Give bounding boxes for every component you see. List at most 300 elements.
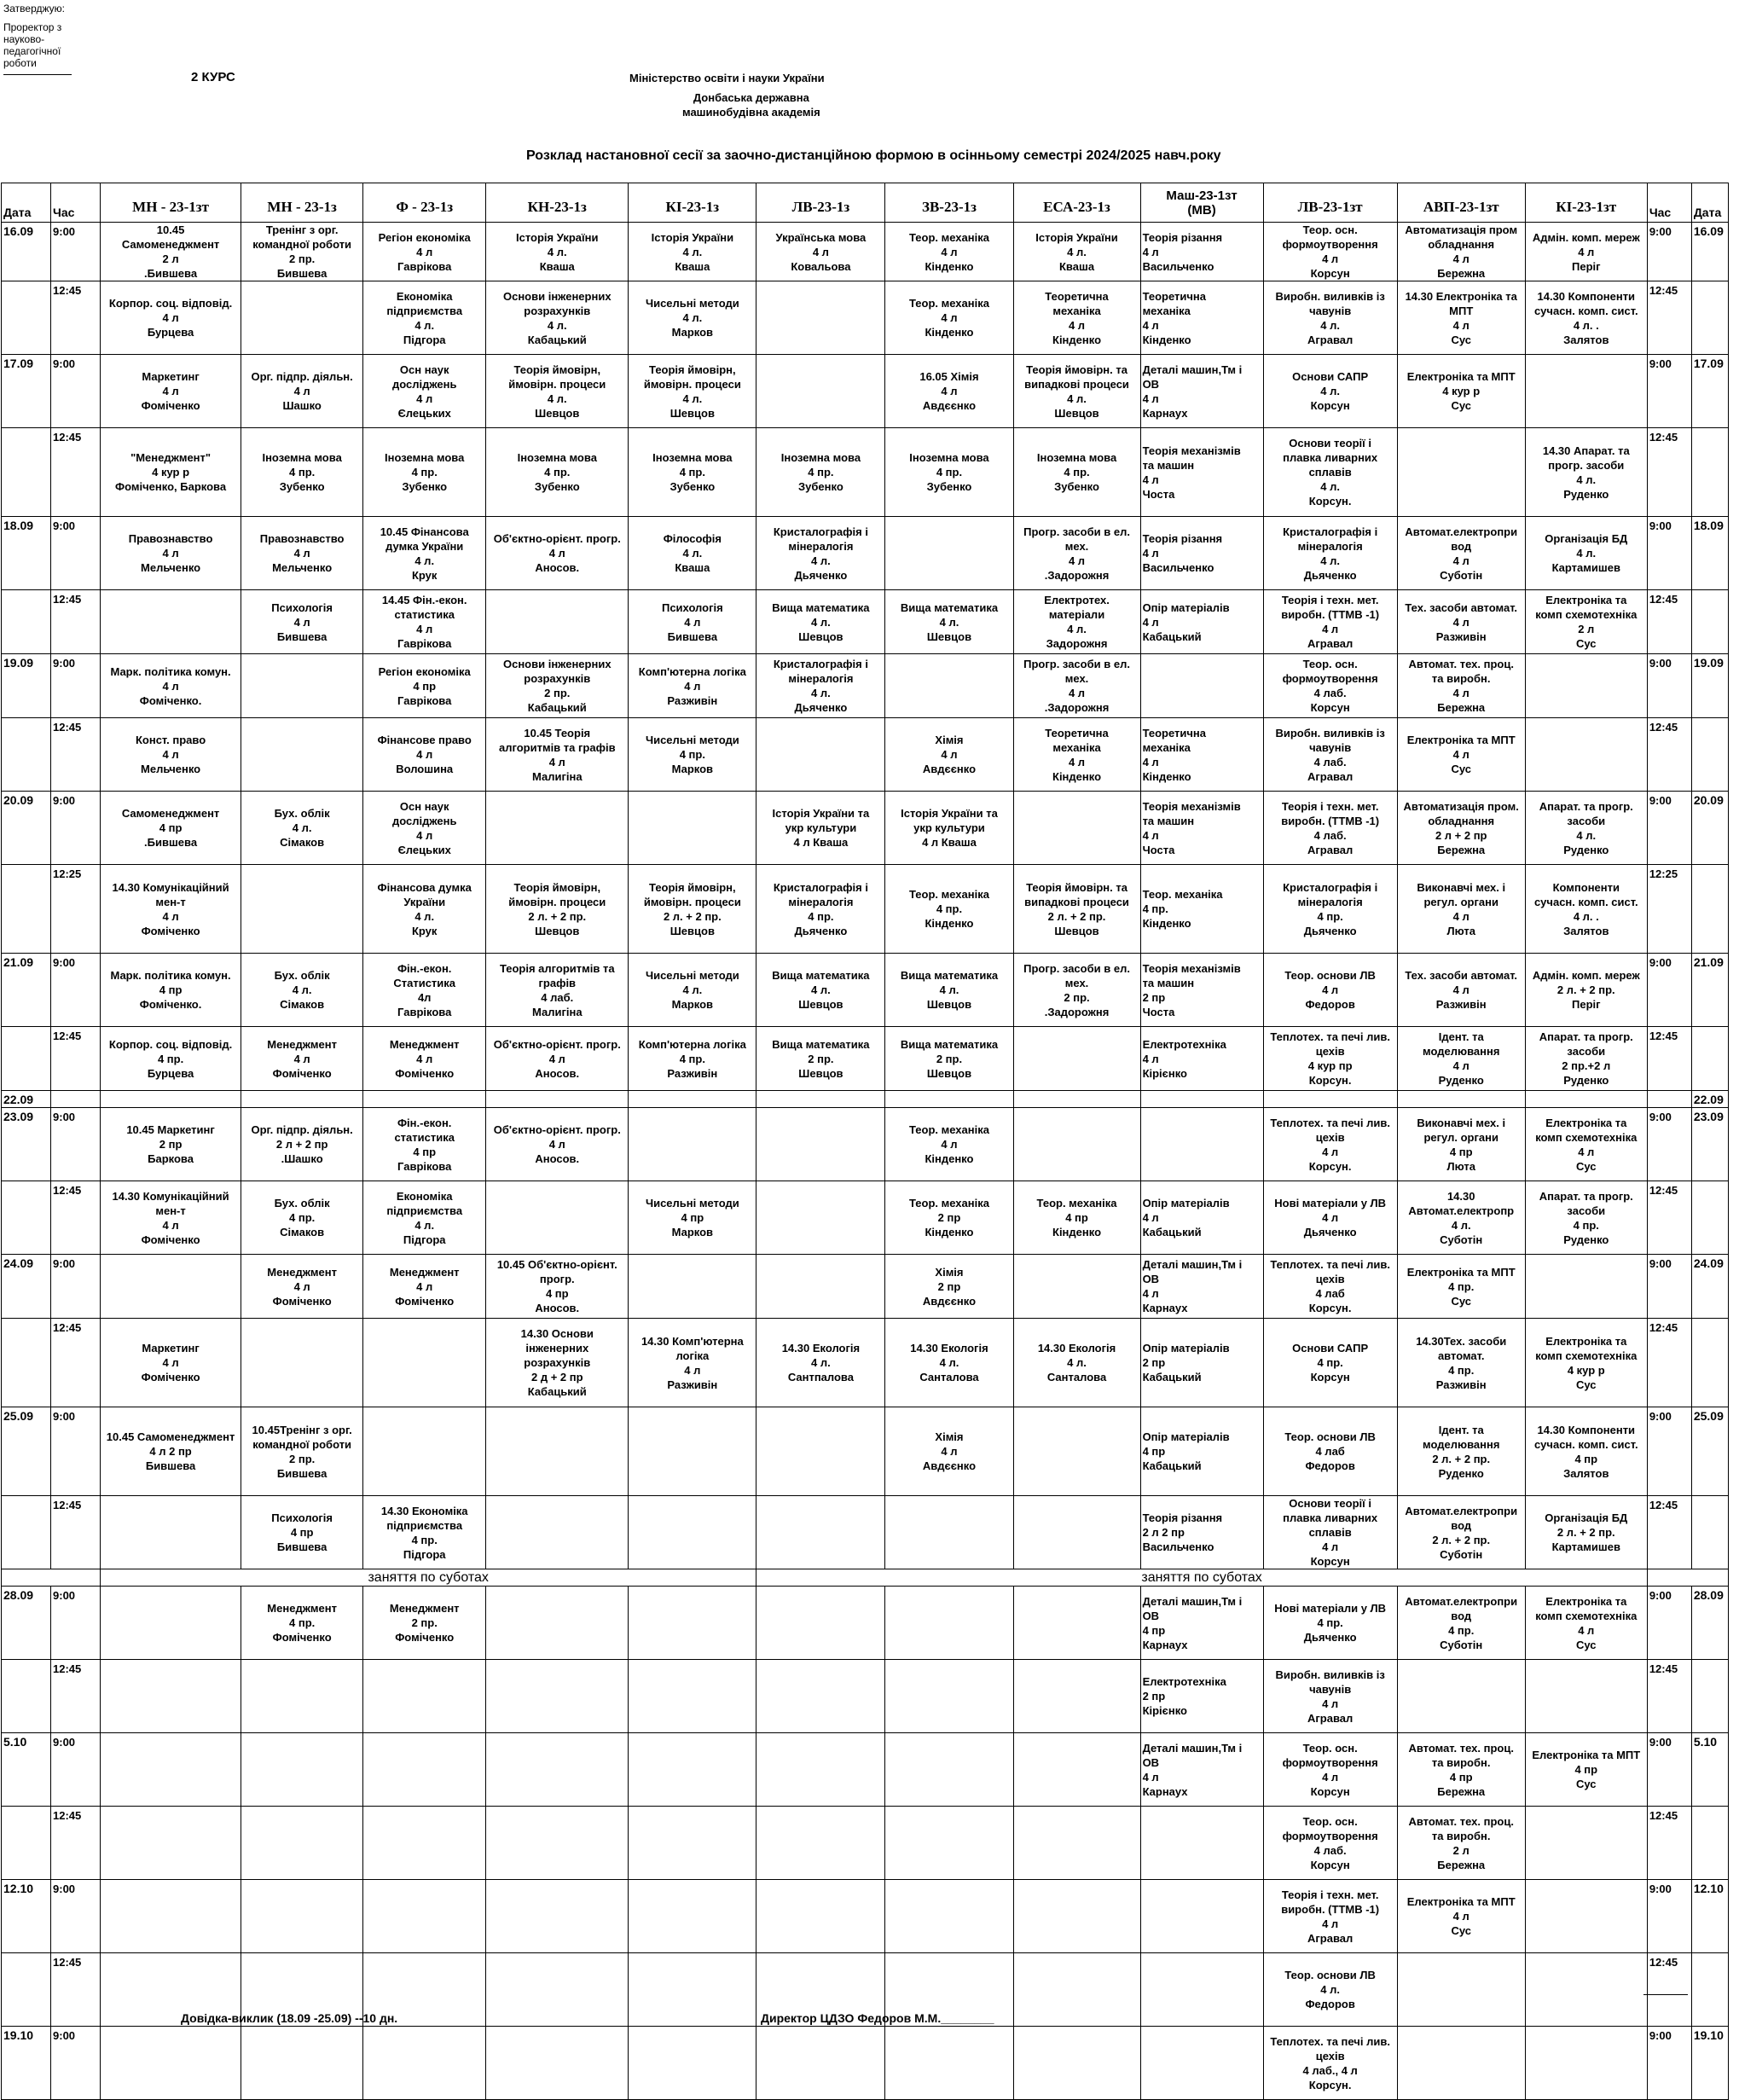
date-cell: 19.09 [2, 654, 51, 718]
lesson-cell: 14.30 Екологія 4 л. Санталова [885, 1319, 1013, 1407]
lesson-cell: Теор. механіка 2 пр Кінденко [885, 1181, 1013, 1255]
lesson-cell: Нові матеріали у ЛВ 4 пр. Дьяченко [1263, 1587, 1397, 1660]
lesson-cell: Електроніка та МПТ 4 пр Сус [1525, 1733, 1647, 1807]
lesson-cell: Вища математика 4 л. Шевцов [756, 954, 885, 1027]
lesson-cell [241, 1091, 363, 1108]
lesson-cell: Марк. політика комун. 4 пр Фоміченко. [101, 954, 241, 1027]
date-cell [2, 1027, 51, 1091]
lesson-cell: Опір матеріалів 4 пр Кабацький [1140, 1407, 1263, 1496]
lesson-cell: Теплотех. та печі лив. цехів 4 лаб., 4 л Корсун. [1263, 2027, 1397, 2100]
lesson-cell [1013, 792, 1140, 865]
time-cell: 12:45 [51, 590, 101, 654]
lesson-cell: Кристалографія і мінералогія 4 л. Дьяченко [756, 517, 885, 590]
lesson-cell [241, 281, 363, 355]
time-cell-right: 9:00 [1647, 1407, 1691, 1496]
lesson-cell: Електроніка та комп схемотехніка 4 л Сус [1525, 1587, 1647, 1660]
lesson-cell: Основи теорії і плавка ливарних сплавів 4 л Корсун [1263, 1496, 1397, 1569]
lesson-cell: Фінансове право 4 л Волошина [363, 718, 486, 792]
col-group: КІ-23-1з [629, 183, 756, 223]
lesson-cell: Конст. право 4 л Мельченко [101, 718, 241, 792]
lesson-cell: Основи інженерних розрахунків 4 л. Кабацький [486, 281, 629, 355]
lesson-cell: Ідент. та моделювання 2 л. + 2 пр. Руденко [1397, 1407, 1525, 1496]
time-cell: 9:00 [51, 792, 101, 865]
lesson-cell: Регіон економіка 4 л Гаврікова [363, 223, 486, 281]
lesson-cell [241, 1880, 363, 1953]
time-cell-right: 9:00 [1647, 1587, 1691, 1660]
lesson-cell [486, 590, 629, 654]
lesson-cell: Теор. механіка 4 л Кінденко [885, 223, 1013, 281]
lesson-cell: Історія України та укр культури 4 л Кваша [885, 792, 1013, 865]
lesson-cell: Апарат. та прогр. засоби 4 пр. Руденко [1525, 1181, 1647, 1255]
lesson-cell: 14.30 Електроніка та МПТ 4 л Сус [1397, 281, 1525, 355]
lesson-cell: Орг. підпр. діяльн. 2 л + 2 пр .Шашко [241, 1108, 363, 1181]
time-cell-right: 12:45 [1647, 281, 1691, 355]
lesson-cell: Основи теорії і плавка ливарних сплавів 4 л. Корсун. [1263, 428, 1397, 517]
lesson-cell [1013, 1407, 1140, 1496]
lesson-cell [1140, 1108, 1263, 1181]
time-cell [51, 1091, 101, 1108]
lesson-cell: Автомат. тех. проц. та виробн. 2 л Бережна [1397, 1807, 1525, 1880]
time-cell: 9:00 [51, 355, 101, 428]
lesson-cell: Іноземна мова 4 пр. Зубенко [629, 428, 756, 517]
lesson-cell [1525, 654, 1647, 718]
lesson-cell [101, 1091, 241, 1108]
lesson-cell [885, 654, 1013, 718]
lesson-cell: Іноземна мова 4 пр. Зубенко [241, 428, 363, 517]
lesson-cell: Іноземна мова 4 пр. Зубенко [885, 428, 1013, 517]
lesson-cell: Автомат. тех. проц. та виробн. 4 пр Бережна [1397, 1733, 1525, 1807]
lesson-cell: Автомат. тех. проц. та виробн. 4 л Бережна [1397, 654, 1525, 718]
date-cell-right [1691, 1807, 1728, 1880]
date-cell [2, 428, 51, 517]
academy-line: Донбаська державна [693, 91, 809, 104]
time-cell: 12:45 [51, 1319, 101, 1407]
date-cell [2, 718, 51, 792]
lesson-cell: 14.45 Фін.-екон. статистика 4 л Гаврікова [363, 590, 486, 654]
lesson-cell [101, 1255, 241, 1319]
lesson-cell [1397, 2027, 1525, 2100]
lesson-cell: Філософія 4 л. Кваша [629, 517, 756, 590]
lesson-cell: 14.30 Екологія 4 л. Санталова [1013, 1319, 1140, 1407]
lesson-cell: Компоненти сучасн. комп. сист. 4 л. . Залятов [1525, 865, 1647, 954]
lesson-cell [885, 2027, 1013, 2100]
lesson-cell [241, 1733, 363, 1807]
time-cell: 12:45 [51, 281, 101, 355]
lesson-cell [1013, 1953, 1140, 2027]
lesson-cell [885, 1587, 1013, 1660]
time-cell: 12:45 [51, 1027, 101, 1091]
lesson-cell: Регіон економіка 4 пр Гаврікова [363, 654, 486, 718]
lesson-cell [756, 2027, 885, 2100]
lesson-cell: Основи САПР 4 л. Корсун [1263, 355, 1397, 428]
date-cell-right: 19.09 [1691, 654, 1728, 718]
lesson-cell: Автомат.електропри вод 2 л. + 2 пр. Суботін [1397, 1496, 1525, 1569]
lesson-cell: Хімія 4 л Авдєєнко [885, 1407, 1013, 1496]
lesson-cell: Теорія ймовірн, ймовірн. процеси 4 л. Шевцов [629, 355, 756, 428]
lesson-cell [486, 792, 629, 865]
lesson-cell [363, 1407, 486, 1496]
lesson-cell: Теплотех. та печі лив. цехів 4 кур пр Корсун. [1263, 1027, 1397, 1091]
lesson-cell: Чисельні методи 4 пр Марков [629, 1181, 756, 1255]
time-cell: 12:45 [51, 428, 101, 517]
lesson-cell: Чисельні методи 4 л. Марков [629, 954, 756, 1027]
lesson-cell: Теор. механіка 4 л Кінденко [885, 1108, 1013, 1181]
date-cell [2, 1807, 51, 1880]
date-cell: 12.10 [2, 1880, 51, 1953]
lesson-cell [1013, 2027, 1140, 2100]
lesson-cell: Автомат.електропри вод 4 пр. Суботін [1397, 1587, 1525, 1660]
time-cell-right: 9:00 [1647, 792, 1691, 865]
lesson-cell [241, 1319, 363, 1407]
lesson-cell [1013, 1108, 1140, 1181]
lesson-cell [1263, 1091, 1397, 1108]
lesson-cell: Теоретична механіка 4 л Кінденко [1013, 281, 1140, 355]
lesson-cell: 10.45 Маркетинг 2 пр Баркова [101, 1108, 241, 1181]
col-time-right: Час [1647, 183, 1691, 223]
time-cell: 12:45 [51, 1496, 101, 1569]
lesson-cell [756, 1255, 885, 1319]
lesson-cell: Виконавчі мех. і регул. органи 4 л Люта [1397, 865, 1525, 954]
date-cell-right [1691, 428, 1728, 517]
schedule-row [2, 865, 1729, 954]
academy-label [682, 90, 820, 119]
lesson-cell [486, 1807, 629, 1880]
lesson-cell [101, 590, 241, 654]
col-group: АВП-23-1зт [1397, 183, 1525, 223]
time-cell-right: 9:00 [1647, 1255, 1691, 1319]
date-cell-right: 20.09 [1691, 792, 1728, 865]
lesson-cell: Електроніка та МПТ 4 кур р Сус [1397, 355, 1525, 428]
lesson-cell: Теорія ймовірн, ймовірн. процеси 2 л. + 2 пр. Шевцов [486, 865, 629, 954]
lesson-cell: 14.30 Комунікаційний мен-т 4 л Фоміченко [101, 1181, 241, 1255]
lesson-cell: Теорія механізмів та машин 4 л Чоста [1140, 428, 1263, 517]
lesson-cell: Електроніка та комп схемотехніка 4 л Сус [1525, 1108, 1647, 1181]
schedule-row [2, 1807, 1729, 1880]
schedule-row [2, 1587, 1729, 1660]
date-cell: 19.10 [2, 2027, 51, 2100]
lesson-cell: Теорія і техн. мет. виробн. (ТТМВ -1) 4 л Агравал [1263, 1880, 1397, 1953]
col-date: Дата [2, 183, 51, 223]
time-cell-right: 12:45 [1647, 718, 1691, 792]
lesson-cell [241, 865, 363, 954]
lesson-cell: Автоматизація пром обладнання 4 л Бережна [1397, 223, 1525, 281]
lesson-cell: Історія України 4 л. Кваша [1013, 223, 1140, 281]
lesson-cell: Теор. основи ЛВ 4 л. Федоров [1263, 1953, 1397, 2027]
lesson-cell: Прогр. засоби в ел. мех. 4 л .Задорожня [1013, 654, 1140, 718]
col-date-right: Дата [1691, 183, 1728, 223]
lesson-cell [756, 355, 885, 428]
lesson-cell: Теорія різання 2 л 2 пр Васильченко [1140, 1496, 1263, 1569]
lesson-cell: 10.45 Об'єктно-орієнт. прогр. 4 пр Аносов. [486, 1255, 629, 1319]
time-cell-right: 9:00 [1647, 517, 1691, 590]
approval-block [3, 2, 72, 75]
lesson-cell [486, 1953, 629, 2027]
ministry-label: Міністерство освіти і науки України [629, 72, 825, 84]
lesson-cell: Теорія і техн. мет. виробн. (ТТМВ -1) 4 л Агравал [1263, 590, 1397, 654]
lesson-cell [1013, 1587, 1140, 1660]
lesson-cell: Корпор. соц. відповід. 4 пр. Бурцева [101, 1027, 241, 1091]
lesson-cell: Теор. механіка 4 пр. Кінденко [1140, 865, 1263, 954]
lesson-cell: Адмін. комп. мереж 2 л. + 2 пр. Періг [1525, 954, 1647, 1027]
lesson-cell [241, 1807, 363, 1880]
lesson-cell: 14.30 Основи інженерних розрахунків 2 д + 2 пр Кабацький [486, 1319, 629, 1407]
lesson-cell [1140, 1880, 1263, 1953]
lesson-cell: Економіка підприємства 4 л. Підгора [363, 1181, 486, 1255]
schedule-row [2, 281, 1729, 355]
lesson-cell: Теорія і техн. мет. виробн. (ТТМВ -1) 4 лаб. Агравал [1263, 792, 1397, 865]
date-cell-right [1691, 718, 1728, 792]
lesson-cell [1525, 1880, 1647, 1953]
lesson-cell: Основи САПР 4 пр. Корсун [1263, 1319, 1397, 1407]
time-cell-right: 9:00 [1647, 355, 1691, 428]
lesson-cell [1140, 2027, 1263, 2100]
schedule-row [2, 223, 1729, 281]
lesson-cell: Апарат. та прогр. засоби 4 л. Руденко [1525, 792, 1647, 865]
schedule-title: Розклад настановної сесії за заочно-дистанційною формою в осінньому семестрі 2024/2025 навч.року [526, 148, 1221, 163]
lesson-cell [1013, 1027, 1140, 1091]
lesson-cell: Хімія 4 л Авдєєнко [885, 718, 1013, 792]
lesson-cell [629, 2027, 756, 2100]
lesson-cell: Теорія різання 4 л Васильченко [1140, 223, 1263, 281]
lesson-cell: Теорія алгоритмів та графів 4 лаб. Малигіна [486, 954, 629, 1027]
lesson-cell: Теор. осн. формоутворення 4 лаб. Корсун [1263, 1807, 1397, 1880]
signature-line [3, 69, 72, 75]
col-group: ЗВ-23-1з [885, 183, 1013, 223]
lesson-cell: 14.30 Економіка підприємства 4 пр. Підгора [363, 1496, 486, 1569]
date-cell-right [1691, 865, 1728, 954]
date-cell-right [1691, 1660, 1728, 1733]
lesson-cell: Об'єктно-орієнт. прогр. 4 л Аносов. [486, 1027, 629, 1091]
lesson-cell: Електротехніка 4 л Кірієнко [1140, 1027, 1263, 1091]
time-cell: 12:45 [51, 1181, 101, 1255]
date-cell: 5.10 [2, 1733, 51, 1807]
lesson-cell: Менеджмент 2 пр. Фоміченко [363, 1587, 486, 1660]
saturday-note: заняття по суботах [756, 1569, 1647, 1587]
lesson-cell [363, 1733, 486, 1807]
date-cell-right: 22.09 [1691, 1091, 1728, 1108]
time-cell: 12:45 [51, 718, 101, 792]
time-cell-right: 12:45 [1647, 1181, 1691, 1255]
lesson-cell [756, 281, 885, 355]
lesson-cell [1525, 1255, 1647, 1319]
date-cell-right [1691, 281, 1728, 355]
lesson-cell [1525, 718, 1647, 792]
lesson-cell [1013, 1255, 1140, 1319]
lesson-cell: Електроніка та комп схемотехніка 2 л Сус [1525, 590, 1647, 654]
time-cell: 9:00 [51, 517, 101, 590]
lesson-cell: Кристалографія і мінералогія 4 пр. Дьяченко [756, 865, 885, 954]
schedule-row [2, 954, 1729, 1027]
lesson-cell: Теорія ймовірн. та випадкові процеси 2 л. + 2 пр. Шевцов [1013, 865, 1140, 954]
lesson-cell: Деталі машин,Тм і ОВ 4 л Карнаух [1140, 355, 1263, 428]
lesson-cell [1013, 1660, 1140, 1733]
lesson-cell: Об'єктно-орієнт. прогр. 4 л Аносов. [486, 517, 629, 590]
time-cell-right: 9:00 [1647, 1108, 1691, 1181]
schedule-row [2, 654, 1729, 718]
lesson-cell: Прогр. засоби в ел. мех. 2 пр. .Задорожня [1013, 954, 1140, 1027]
lesson-cell [101, 1587, 241, 1660]
lesson-cell [363, 1880, 486, 1953]
lesson-cell [1013, 1496, 1140, 1569]
lesson-cell: Теор. механіка 4 пр. Кінденко [885, 865, 1013, 954]
time-cell: 9:00 [51, 1880, 101, 1953]
lesson-cell [241, 2027, 363, 2100]
schedule-row [2, 1027, 1729, 1091]
time-cell-right: 12:45 [1647, 1027, 1691, 1091]
lesson-cell [629, 1660, 756, 1733]
time-cell-right: 12:45 [1647, 1660, 1691, 1733]
approval-line: науково- [3, 33, 45, 45]
lesson-cell: Опір матеріалів 4 л Кабацький [1140, 1181, 1263, 1255]
schedule-row [2, 1319, 1729, 1407]
lesson-cell [486, 1880, 629, 1953]
lesson-cell [756, 1807, 885, 1880]
date-cell: 17.09 [2, 355, 51, 428]
date-cell-right: 21.09 [1691, 954, 1728, 1027]
lesson-cell: Автомат.електропри вод 4 л Суботін [1397, 517, 1525, 590]
lesson-cell: Фін.-екон. Статистика 4л Гаврікова [363, 954, 486, 1027]
lesson-cell [101, 1660, 241, 1733]
schedule-row [2, 355, 1729, 428]
lesson-cell: Теорія механізмів та машин 4 л Чоста [1140, 792, 1263, 865]
lesson-cell [629, 792, 756, 865]
lesson-cell: Менеджмент 4 л Фоміченко [363, 1255, 486, 1319]
lesson-cell [1525, 1953, 1647, 2027]
lesson-cell [486, 1587, 629, 1660]
lesson-cell: Автоматизація пром. обладнання 2 л + 2 пр Бережна [1397, 792, 1525, 865]
lesson-cell: 14.30 Автомат.електропр 4 л. Суботін [1397, 1181, 1525, 1255]
date-cell [2, 1181, 51, 1255]
lesson-cell [629, 1496, 756, 1569]
lesson-cell: Чисельні методи 4 пр. Марков [629, 718, 756, 792]
course-label: 2 КУРС [191, 70, 235, 84]
lesson-cell [629, 1108, 756, 1181]
lesson-cell: Тех. засоби автомат. 4 л Разживін [1397, 954, 1525, 1027]
date-cell: 16.09 [2, 223, 51, 281]
date-cell: 21.09 [2, 954, 51, 1027]
schedule-row [2, 1091, 1729, 1108]
lesson-cell: Опір матеріалів 4 л Кабацький [1140, 590, 1263, 654]
col-group: ЛВ-23-1з [756, 183, 885, 223]
lesson-cell: Теоретична механіка 4 л Кінденко [1140, 718, 1263, 792]
lesson-cell: 14.30 Компоненти сучасн. комп. сист. 4 пр Залятов [1525, 1407, 1647, 1496]
lesson-cell: Виробн. виливків із чавунів 4 л. Агравал [1263, 281, 1397, 355]
saturday-note: заняття по суботах [101, 1569, 756, 1587]
lesson-cell [629, 1880, 756, 1953]
lesson-cell: 10.45 Самоменеджмент 4 л 2 пр Бившева [101, 1407, 241, 1496]
lesson-cell: Електроніка та МПТ 4 пр. Сус [1397, 1255, 1525, 1319]
lesson-cell: Маркетинг 4 л Фоміченко [101, 1319, 241, 1407]
lesson-cell: 10.45 Самоменеджмент 2 л .Бившева [101, 223, 241, 281]
time-cell-right: 12:45 [1647, 1807, 1691, 1880]
date-cell-right [1691, 1496, 1728, 1569]
time-cell: 9:00 [51, 954, 101, 1027]
lesson-cell: Психологія 4 л Бившева [629, 590, 756, 654]
lesson-cell: Апарат. та прогр. засоби 2 пр.+2 л Руденко [1525, 1027, 1647, 1091]
lesson-cell [101, 1807, 241, 1880]
lesson-cell: Іноземна мова 4 пр. Зубенко [486, 428, 629, 517]
lesson-cell [1013, 1091, 1140, 1108]
time-cell: 9:00 [51, 1733, 101, 1807]
lesson-cell [486, 1091, 629, 1108]
lesson-cell: Вища математика 2 пр. Шевцов [756, 1027, 885, 1091]
date-cell-right [1691, 1027, 1728, 1091]
lesson-cell [885, 517, 1013, 590]
lesson-cell: Теплотех. та печі лив. цехів 4 лаб Корсун. [1263, 1255, 1397, 1319]
lesson-cell: Кристалографія і мінералогія 4 л. Дьяченко [756, 654, 885, 718]
col-group: Маш-23-1зт (МВ) [1140, 183, 1263, 223]
col-group: ЕСА-23-1з [1013, 183, 1140, 223]
lesson-cell: 14.30 Комп'ютерна логіка 4 л Разживін [629, 1319, 756, 1407]
lesson-cell [629, 1407, 756, 1496]
lesson-cell [241, 654, 363, 718]
lesson-cell: 10.45 Фінансова думка України 4 л. Крук [363, 517, 486, 590]
schedule-row [2, 1255, 1729, 1319]
lesson-cell: Осн наук досліджень 4 л Єлецьких [363, 792, 486, 865]
lesson-cell [756, 1407, 885, 1496]
lesson-cell [1397, 428, 1525, 517]
date-cell-right: 5.10 [1691, 1733, 1728, 1807]
lesson-cell: Тренінг з орг. командної роботи 2 пр. Бившева [241, 223, 363, 281]
lesson-cell: Електроніка та МПТ 4 л Сус [1397, 718, 1525, 792]
date-cell [2, 1319, 51, 1407]
lesson-cell: 14.30 Екологія 4 л. Сантпалова [756, 1319, 885, 1407]
time-cell: 9:00 [51, 1108, 101, 1181]
lesson-cell [363, 1660, 486, 1733]
lesson-cell: Електроніка та МПТ 4 л Сус [1397, 1880, 1525, 1953]
lesson-cell [101, 1880, 241, 1953]
date-cell: 28.09 [2, 1587, 51, 1660]
lesson-cell: Фін.-екон. статистика 4 пр Гаврікова [363, 1108, 486, 1181]
lesson-cell [885, 1660, 1013, 1733]
date-cell [2, 1953, 51, 2027]
lesson-cell: Теорія ймовірн. та випадкові процеси 4 л. Шевцов [1013, 355, 1140, 428]
lesson-cell [1525, 1660, 1647, 1733]
lesson-cell [1013, 1733, 1140, 1807]
col-group: МН - 23-1з [241, 183, 363, 223]
lesson-cell [629, 1807, 756, 1880]
lesson-cell: Теорія різання 4 л Васильченко [1140, 517, 1263, 590]
lesson-cell: Менеджмент 4 пр. Фоміченко [241, 1587, 363, 1660]
lesson-cell: Вища математика 4 л. Шевцов [756, 590, 885, 654]
date-cell: 23.09 [2, 1108, 51, 1181]
date-cell-right: 12.10 [1691, 1880, 1728, 1953]
lesson-cell: Теоретична механіка 4 л Кінденко [1140, 281, 1263, 355]
col-group: Ф - 23-1з [363, 183, 486, 223]
lesson-cell: Теор. осн. формоутворення 4 л Корсун [1263, 1733, 1397, 1807]
lesson-cell [1397, 1953, 1525, 2027]
lesson-cell [756, 1496, 885, 1569]
schedule-row [2, 718, 1729, 792]
lesson-cell [101, 1733, 241, 1807]
time-cell-right: 9:00 [1647, 1880, 1691, 1953]
lesson-cell: Теорія механізмів та машин 2 пр Чоста [1140, 954, 1263, 1027]
lesson-cell: Теоретична механіка 4 л Кінденко [1013, 718, 1140, 792]
lesson-cell [885, 1091, 1013, 1108]
lesson-cell [756, 1587, 885, 1660]
lesson-cell [629, 1733, 756, 1807]
lesson-cell: Осн наук досліджень 4 л Єлецьких [363, 355, 486, 428]
time-cell: 9:00 [51, 2027, 101, 2100]
lesson-cell [101, 2027, 241, 2100]
col-group: КН-23-1з [486, 183, 629, 223]
lesson-cell: Теорія ймовірн, ймовірн. процеси 2 л. + 2 пр. Шевцов [629, 865, 756, 954]
lesson-cell: Теор. осн. формоутворення 4 лаб. Корсун [1263, 654, 1397, 718]
lesson-cell [885, 1496, 1013, 1569]
lesson-cell [1525, 355, 1647, 428]
lesson-cell: Об'єктно-орієнт. прогр. 4 л Аносов. [486, 1108, 629, 1181]
empty-cell [2, 1569, 101, 1587]
